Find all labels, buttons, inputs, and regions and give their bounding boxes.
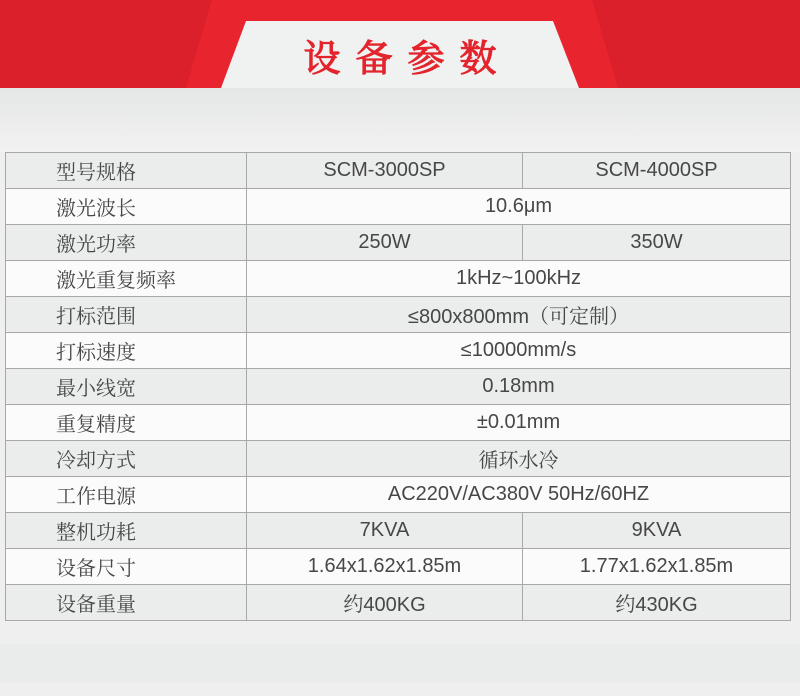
spec-table-container	[0, 152, 800, 621]
spec-label: 激光重复频率	[6, 261, 247, 297]
spec-value: AC220V/AC380V 50Hz/60HZ	[247, 477, 791, 513]
spec-value: 约430KG	[523, 585, 791, 621]
table-row	[6, 261, 791, 297]
spec-value: SCM-3000SP	[247, 153, 523, 189]
spec-value: 350W	[523, 225, 791, 261]
table-row	[6, 333, 791, 369]
spec-value: 1.77x1.62x1.85m	[523, 549, 791, 585]
table-row	[6, 189, 791, 225]
spec-value: ≤800x800mm（可定制）	[247, 297, 791, 333]
spec-value: 约400KG	[247, 585, 523, 621]
spec-label: 冷却方式	[6, 441, 247, 477]
spec-value: 250W	[247, 225, 523, 261]
spec-value: 0.18mm	[247, 369, 791, 405]
table-row	[6, 225, 791, 261]
spec-value: ≤10000mm/s	[247, 333, 791, 369]
spec-label: 重复精度	[6, 405, 247, 441]
spec-label: 最小线宽	[6, 369, 247, 405]
spec-value: 循环水冷	[247, 441, 791, 477]
page-title	[221, 21, 579, 88]
table-row	[6, 297, 791, 333]
spec-value: 1kHz~100kHz	[247, 261, 791, 297]
banner-shadow-strip	[0, 88, 800, 152]
spec-value: SCM-4000SP	[523, 153, 791, 189]
table-row	[6, 153, 791, 189]
spec-label: 激光功率	[6, 225, 247, 261]
table-row	[6, 549, 791, 585]
spec-label: 打标速度	[6, 333, 247, 369]
spec-label: 激光波长	[6, 189, 247, 225]
spec-value: 1.64x1.62x1.85m	[247, 549, 523, 585]
spec-table	[5, 152, 791, 621]
table-row	[6, 441, 791, 477]
spec-value: 10.6μm	[247, 189, 791, 225]
footer-strip	[0, 621, 800, 683]
spec-value: 7KVA	[247, 513, 523, 549]
table-row	[6, 477, 791, 513]
table-row	[6, 369, 791, 405]
spec-label: 工作电源	[6, 477, 247, 513]
table-row	[6, 513, 791, 549]
page-title-text: 设备参数	[303, 37, 512, 79]
spec-label: 型号规格	[6, 153, 247, 189]
header-banner	[0, 0, 800, 88]
spec-label: 整机功耗	[6, 513, 247, 549]
table-row	[6, 585, 791, 621]
spec-label: 打标范围	[6, 297, 247, 333]
table-row	[6, 405, 791, 441]
spec-label: 设备尺寸	[6, 549, 247, 585]
spec-value: ±0.01mm	[247, 405, 791, 441]
spec-label: 设备重量	[6, 585, 247, 621]
spec-value: 9KVA	[523, 513, 791, 549]
